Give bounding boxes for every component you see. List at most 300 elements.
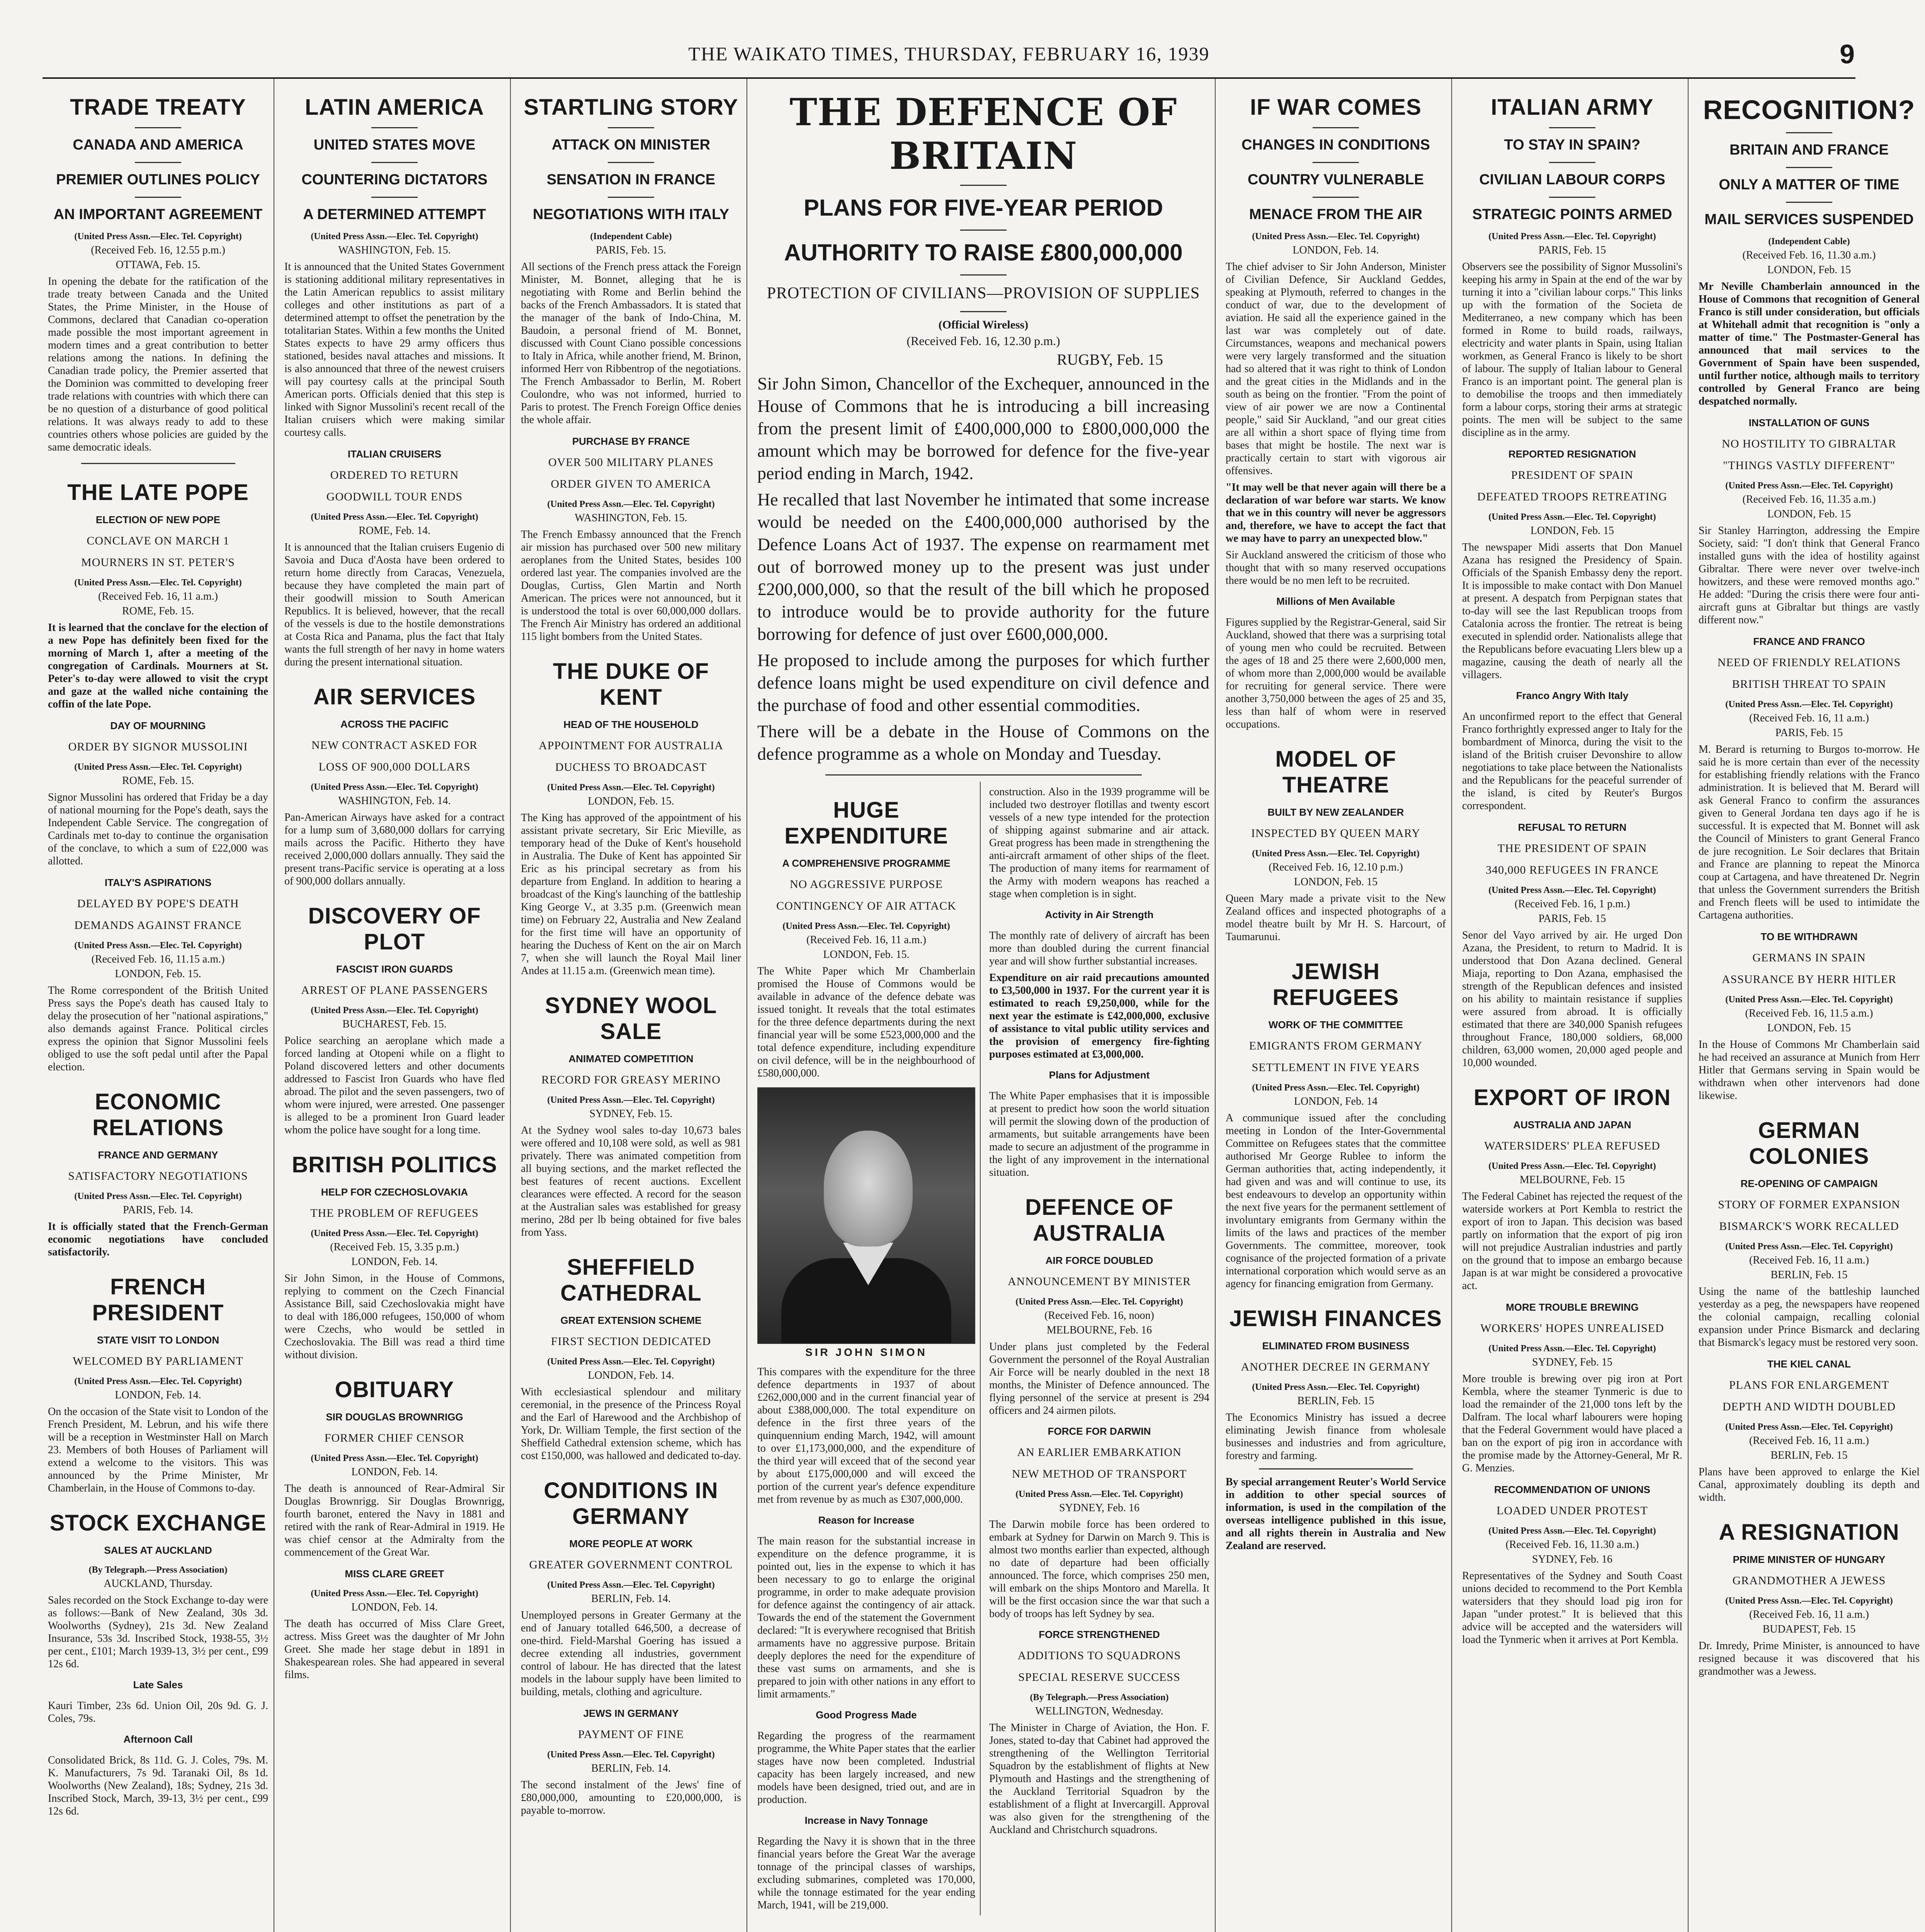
story-to-be-withdrawn <box>1699 931 1920 1102</box>
story-purchase-by-france <box>521 435 741 643</box>
story-body: It is announced that the Italian cruisers Eugenio di Savoia and Duca d'Aosta have been ordered to return home directly from Caracas, Venezuela, because they have completed the main part of their goodwill mission to South American Republics. It is believed, however, that the recall of the vessels is due to the hostile demonstrations at Costa Rica and Panama, plus the fact that Italy wants the full strength of her navy in home waters during the present international situation. <box>284 541 505 668</box>
story-body: Observers see the possibility of Signor Mussolini's keeping his army in Spain at the end of the war by turning it into a "civilian labour corps." This links up with the formation of the Societa de Mediterraneo, a new company which has been formed in Rome to build roads, railways, electricity and water plants in Spain, using Italian workmen, as General Franco is likely to be short of labour. The supply of Italian labour to General Franco is an important point. The general plan is to demobilise the troops and then immediately form a labour corps, storing their arms at strategic points. The men will be subject to the same discipline as in the army. <box>1462 261 1682 439</box>
dateline: BERLIN, Feb. 14. <box>591 1762 671 1774</box>
dateline: ROME, Feb. 14. <box>359 525 430 537</box>
story-body: The second instalment of the Jews' fine of £80,000,000, amounting to £20,000,000, is payable to-morrow. <box>521 1779 741 1816</box>
deck: OVER 500 MILITARY PLANES <box>548 456 714 469</box>
story-body: Unemployed persons in Greater Germany at the end of January totalled 646,500, a decrease of one-third. Field-Marshal Goering has issued a decree extending all industries, government control of labour. He has directed that the latest models in the labour supply have been limited to building, metals, clothing and agriculture. <box>521 1609 741 1698</box>
story-body: Sir John Simon, in the House of Commons, replying to comment on the Czech Financial Assistance Bill, said Czechoslovakia might have to deal with 186,000 refugees, 150,000 of whom were Czechs, who would be settled in Czechoslovakia. The Bill was read a third time without division. <box>284 1272 505 1361</box>
subhead: Activity in Air Strength <box>1045 909 1154 920</box>
deck: THE KIEL CANAL <box>1767 1358 1851 1370</box>
credit: (United Press Assn.—Elec. Tel. Copyright) <box>311 1005 478 1015</box>
deck: NO AGGRESSIVE PURPOSE <box>789 878 943 891</box>
column-1 <box>43 79 274 1932</box>
story-startling-story <box>521 94 741 426</box>
story-body: The chief adviser to Sir John Anderson, Minister of Civilian Defence, Sir Auckland Geddes, speaking at Plymouth, referred to changes in the conduct of war, due to the development of aviation. He said all the experience gained in the last war was completely out of date. Circumstances, weapons and mechanical powers were very largely transformed and the situation had so altered that it was right to think of London and the great cities in the Midlands and in the south as being on the frontier. "From the point of view of air power we are now a Continental people," said Sir Auckland, "and our great cities are all within a short space of flying time from bases that might be hostile. The next war is practically certain to start with vigorous air offensives. <box>1226 261 1446 477</box>
dateline: BERLIN, Feb. 14. <box>591 1593 671 1605</box>
story-a-resignation <box>1699 1519 1920 1678</box>
deck: THE PRESIDENT OF SPAIN <box>1497 842 1647 855</box>
received: (Received Feb. 16, 11 a.m.) <box>98 590 218 602</box>
dateline: BERLIN, Feb. 15 <box>1297 1395 1374 1407</box>
story-body: The monthly rate of delivery of aircraft has been more than doubled during the current financial year and will show further substantial increases. <box>989 930 1209 967</box>
dateline: LONDON, Feb. 14. <box>351 1256 438 1268</box>
story-body: The Rome correspondent of the British United Press says the Pope's death has caused Italy to delay the prosecution of her "national aspirations," also demands against France. Political circles express the opinion that Signor Mussolini feels obliged to use the soft pedal until after the Papal election. <box>48 985 268 1073</box>
headline: EXPORT OF IRON <box>1473 1085 1671 1110</box>
story-body: The French Embassy announced that the French air mission has purchased over 500 new military aeroplanes from the United States, besides 100 ordered last year. The companies involved are the Douglas, Curtiss, Glen Martin and North American. The prices were not announced, but it is understood the total is over 60,000,000 dollars. The French Air Ministry has ordered an additional 115 light bombers from the United States. <box>521 529 741 643</box>
dateline: WELLINGTON, Wednesday. <box>1035 1705 1163 1717</box>
credit: (United Press Assn.—Elec. Tel. Copyright) <box>1488 1161 1656 1171</box>
dateline: PARIS, Feb. 14. <box>123 1204 193 1216</box>
dateline: BERLIN, Feb. 15 <box>1770 1269 1848 1281</box>
received: (Received Feb. 16, 11.30 a.m.) <box>1742 249 1876 261</box>
dateline: SYDNEY, Feb. 15 <box>1532 1356 1612 1368</box>
deck: GRANDMOTHER A JEWESS <box>1732 1574 1886 1587</box>
credit: (United Press Assn.—Elec. Tel. Copyright) <box>311 782 478 792</box>
deck: PRESIDENT OF SPAIN <box>1511 469 1634 481</box>
headline: ECONOMIC RELATIONS <box>92 1089 224 1140</box>
deck: THE PROBLEM OF REFUGEES <box>310 1207 479 1219</box>
story-italian-cruisers <box>284 448 505 668</box>
credit: (United Press Assn.—Elec. Tel. Copyright) <box>311 1588 478 1599</box>
story-body: The Economics Ministry has issued a decree eliminating Jewish finance from wholesale businesses and industries and from agriculture, forestry and farming. <box>1226 1412 1446 1462</box>
deck: GREATER GOVERNMENT CONTROL <box>529 1558 733 1571</box>
story-body: The Federal Cabinet has rejected the request of the waterside workers at Port Kembla to restrict the export of iron to Japan. This decision was based partly on information that the export of pig iron will not prejudice Australian industries and partly on the ground that to impose an embargo because Japan is at war might be considered a provocative act. <box>1462 1190 1682 1292</box>
credit: (United Press Assn.—Elec. Tel. Copyright) <box>1015 1297 1183 1307</box>
deck: DEMANDS AGAINST FRANCE <box>74 919 242 932</box>
deck: ADDITIONS TO SQUADRONS <box>1017 1649 1181 1662</box>
dateline: LONDON, Feb. 15 <box>1767 508 1851 520</box>
deck: STATE VISIT TO LONDON <box>97 1334 219 1346</box>
deck: CHANGES IN CONDITIONS <box>1241 137 1430 153</box>
headline: A RESIGNATION <box>1719 1520 1899 1545</box>
story-body: The newspaper Midi asserts that Don Manuel Azana has resigned the Presidency of Spain. Officials of the Spanish Embassy deny the report. It is impossible to make contact with Don Manuel at present. A despatch from Perpignan states that to-day will see the last Republican troops from Catalonia across the frontier. The retreat is being executed in splendid order. Nationalists allege that the Republicans before evacuating Llers blew up a magazine, causing the death of nearly all the villagers. <box>1462 541 1682 681</box>
received: (Received Feb. 16, 11.35 a.m.) <box>1742 493 1876 505</box>
headline: STOCK EXCHANGE <box>49 1510 267 1536</box>
dateline: LONDON, Feb. 15 <box>1767 264 1851 276</box>
credit: (Independent Cable) <box>590 231 672 242</box>
dateline: BERLIN, Feb. 15 <box>1770 1449 1848 1461</box>
deck: MENACE FROM THE AIR <box>1249 206 1423 223</box>
dateline: WASHINGTON, Feb. 15. <box>575 512 687 524</box>
deck: ORDER BY SIGNOR MUSSOLINI <box>68 740 248 753</box>
deck: SIR DOUGLAS BROWNRIGG <box>326 1411 463 1423</box>
column-5 <box>1220 79 1452 1932</box>
story-stock-exchange <box>48 1510 268 1818</box>
subhead: Plans for Adjustment <box>1049 1069 1150 1081</box>
headline: AIR SERVICES <box>313 684 476 709</box>
dateline: LONDON, Feb. 14. <box>1292 244 1379 256</box>
deck: NO HOSTILITY TO GIBRALTAR <box>1722 437 1896 450</box>
deck: TO STAY IN SPAIN? <box>1504 137 1641 153</box>
credit: (United Press Assn.—Elec. Tel. Copyright) <box>547 782 715 793</box>
story-french-president <box>48 1274 268 1495</box>
deck: WATERSIDERS' PLEA REFUSED <box>1484 1139 1660 1152</box>
story-british-politics <box>284 1152 505 1361</box>
credit: (United Press Assn.—Elec. Tel. Copyright) <box>1252 231 1420 242</box>
dateline: LONDON, Feb. 14. <box>588 1369 674 1381</box>
deck: FRANCE AND GERMANY <box>98 1149 218 1161</box>
deck: MISS CLARE GREET <box>345 1568 444 1580</box>
credit: (Official Wireless) <box>938 318 1029 331</box>
credit: (United Press Assn.—Elec. Tel. Copyright) <box>74 762 242 772</box>
story-body: Regarding the progress of the rearmament programme, the White Paper states that the earlier stages have now been completed. Industrial capacity has been largely increased, and new models have been designed, tried out, and are in production. <box>757 1730 975 1806</box>
deck: GOODWILL TOUR ENDS <box>326 490 463 503</box>
column-3 <box>515 79 747 1932</box>
deck: AN EARLIER EMBARKATION <box>1017 1446 1182 1459</box>
story-body: Under plans just completed by the Federal Government the personnel of the Royal Australian Air Force will be nearly doubled in the next 18 months, the Minister of Defence announced. The flying personnel of the service at present is 294 officers and 24 airmen pilots. <box>989 1341 1209 1417</box>
deck: DUCHESS TO BROADCAST <box>555 761 707 774</box>
story-body: Kauri Timber, 23s 6d. Union Oil, 20s 9d. G. J. Coles, 79s. <box>48 1700 268 1725</box>
headline: LATIN AMERICA <box>304 95 485 120</box>
deck: AN IMPORTANT AGREEMENT <box>53 206 263 223</box>
received: (Received Feb. 16, 11 a.m.) <box>1749 1254 1869 1266</box>
story-body: Police searching an aeroplane which made a forced landing at Otopeni while on a flight to Poland discovered letters and other documents addressed to Fascist Iron Guards who have fled abroad. The pilot and the seven passengers, two of whom were injured, were arrested. One passenger is alleged to be a prominent Iron Guard leader whom the police have sought for a long time. <box>284 1035 505 1136</box>
deck: NEW METHOD OF TRANSPORT <box>1012 1468 1187 1480</box>
headline: ITALIAN ARMY <box>1491 95 1654 120</box>
credit: (United Press Assn.—Elec. Tel. Copyright) <box>74 1191 242 1201</box>
story-body: The Minister in Charge of Aviation, the Hon. F. Jones, stated to-day that Cabinet had approved the strengthening of the Wellington Territorial Squadron by the establishment of flights at New Plymouth and Hastings and the strengthening of the Auckland Territorial Squadron by the establishment of a flight at Invercargill. Approval was also given for the strengthening of the Auckland and Christchurch squadrons. <box>989 1722 1209 1836</box>
story-body: In the House of Commons Mr Chamberlain said he had received an assurance at Munich from Herr Hitler that Germans serving in Spain would be withdrawn when other intervenors had done likewise. <box>1699 1039 1920 1102</box>
deck: ONLY A MATTER OF TIME <box>1719 177 1899 193</box>
deck: ITALIAN CRUISERS <box>347 448 442 460</box>
dateline: LONDON, Feb. 14. <box>351 1601 438 1613</box>
dateline: PARIS, Feb. 15. <box>596 244 666 256</box>
story-body: Senor del Vayo arrived by air. He urged Don Azana, the President, to return to Madrid. It is understood that Don Azana declined. General Miaja, reporting to Don Azana, emphasised the strength of the Republican defences and insisted on his ability to maintain resistance if supplies were assured from abroad. It is officially estimated that there are 340,000 Spanish refugees throughout France, 180,000 soldiers, 68,000 children, 63,000 women, 20,000 aged people and 10,000 wounded. <box>1462 929 1682 1069</box>
headline: MODEL OF THEATRE <box>1275 747 1396 798</box>
received: (Received Feb. 16, 11 a.m.) <box>1749 1609 1869 1621</box>
credit: (By Telegraph.—Press Association) <box>88 1565 228 1575</box>
dateline: LONDON, Feb. 15. <box>115 968 201 980</box>
deck: NEGOTIATIONS WITH ITALY <box>532 206 730 223</box>
deck: REFUSAL TO RETURN <box>1518 821 1627 833</box>
headline: FRENCH PRESIDENT <box>92 1274 224 1325</box>
dateline: ROME, Feb. 15. <box>122 605 194 617</box>
deck: RE-OPENING OF CAMPAIGN <box>1740 1178 1878 1189</box>
deck: WORKERS' HOPES UNREALISED <box>1480 1322 1664 1335</box>
story-body: Representatives of the Sydney and South Coast unions decided to recommend to the Port Kembla watersiders that they should load pig iron for Japan "under protest." It is believed that this advice will be accepted and the watersiders will load the Tynmeric when it arrives at Port Kembla. <box>1462 1570 1682 1646</box>
credit: (United Press Assn.—Elec. Tel. Copyright) <box>311 1453 478 1463</box>
deck: SPECIAL RESERVE SUCCESS <box>1018 1671 1180 1684</box>
deck: DELAYED BY POPE'S DEATH <box>77 897 239 910</box>
deck: MAIL SERVICES SUSPENDED <box>1704 211 1914 228</box>
story-jewish-finances <box>1226 1306 1446 1552</box>
story-body: It is announced that the United States Government is stationing additional military representatives in the Latin American republics to assist military colleges and other institutions as part of a determined attempt to offset the penetration by the totalitarian States. Within a few months the United States expects to have 29 army officers thus stationed, besides naval attaches and missions. It is also announced that three of the newest cruisers will pay courtesy calls at the principal South American ports. Officials denied that this step is linked with Signor Mussolini's recent recall of the Italian cruisers which were making similar courtesy calls. <box>284 261 505 439</box>
subhead: Franco Angry With Italy <box>1516 690 1629 701</box>
story-model-of-theatre <box>1226 746 1446 943</box>
story-body: It is learned that the conclave for the election of a new Pope has definitely been fixed for the morning of March 1, after a meeting of the congregation of Cardinals. Mourners at St. Peter's to-day were allowed to visit the crypt and gaze at the walled niche containing the coffin of the late Pope. <box>48 622 268 710</box>
credit: (By Telegraph.—Press Association) <box>1030 1692 1169 1702</box>
dateline: PARIS, Feb. 15 <box>1775 727 1843 739</box>
deck: "THINGS VASTLY DIFFERENT" <box>1723 459 1895 472</box>
dateline: LONDON, Feb. 15. <box>588 795 674 807</box>
deck: REPORTED RESIGNATION <box>1508 448 1636 460</box>
dateline: LONDON, Feb. 15 <box>1530 525 1614 537</box>
dateline: LONDON, Feb. 14. <box>115 1389 201 1401</box>
deck: 340,000 REFUGEES IN FRANCE <box>1486 864 1659 876</box>
dateline: MELBOURNE, Feb. 16 <box>1046 1324 1152 1336</box>
received: (Received Feb. 16, 1 p.m.) <box>1514 898 1630 910</box>
deck: AIR FORCE DOUBLED <box>1045 1255 1153 1266</box>
headline: OBITUARY <box>335 1377 454 1402</box>
deck: WELCOMED BY PARLIAMENT <box>73 1355 243 1367</box>
deck: SALES AT AUCKLAND <box>104 1544 212 1556</box>
deck: DAY OF MOURNING <box>110 720 206 731</box>
deck: FASCIST IRON GUARDS <box>336 963 453 975</box>
received: (Received Feb. 16, 11.5 a.m.) <box>1745 1007 1873 1019</box>
dateline: SYDNEY, Feb. 16 <box>1532 1553 1612 1565</box>
credit: (United Press Assn.—Elec. Tel. Copyright) <box>1725 481 1893 491</box>
deck: AUTHORITY TO RAISE £800,000,000 <box>784 240 1183 265</box>
story-refusal-to-return <box>1462 821 1682 1069</box>
deck: CANADA AND AMERICA <box>73 137 243 153</box>
story-body: "It may well be that never again will there be a declaration of war before war starts. We know that we in this country will never be aggressors and, therefore, we have to accept the fact that we may have to parry an unexpected blow." <box>1226 481 1446 544</box>
story-if-war-comes <box>1226 94 1446 731</box>
headline: IF WAR COMES <box>1250 95 1422 120</box>
dateline: LONDON, Feb. 15. <box>823 949 910 961</box>
subhead: Afternoon Call <box>123 1733 193 1745</box>
deck: ACROSS THE PACIFIC <box>340 718 449 730</box>
story-body: Sir Stanley Harrington, addressing the Empire Society, said: "I don't think that General Franco installed guns with the idea of hostility against Gibraltar. There were never over twelve-inch howitzers, and these were removed months ago." He added: "During the crisis there were four anti-aircraft guns at Gibraltar but things are vastly different now." <box>1699 525 1920 626</box>
headline: JEWISH REFUGEES <box>1272 959 1399 1010</box>
story-jews-in-germany <box>521 1708 741 1817</box>
center-right <box>989 782 1209 1915</box>
lead-paragraph: He proposed to include among the purposes for which further defence loans might be used expenditure on civil defence and the purchase of food and other essential commodities. <box>757 650 1209 715</box>
story-body: At the Sydney wool sales to-day 10,673 bales were offered and 10,108 were sold, as well as 981 privately. There was animated competition from all buying sections, and the market reflected the best features of recent auctions. Excellent clearances were effected. A record for the season at the Australian sales was established for greasy merino, 28d per lb being obtained for five bales from Yass. <box>521 1124 741 1238</box>
story-body: The death has occurred of Miss Clare Greet, actress. Miss Greet was the daughter of Mr John Greet. She made her stage debut in 1891 in Shakespearean roles. She had appeared in several films. <box>284 1618 505 1681</box>
story-body: The White Paper which Mr Chamberlain promised the House of Commons would be available in advance of the defence debate was issued tonight. It reveals that the total estimates for the three defence departments during the next financial year will be some £523,000,000 and the total defence expenditure, including expenditure on civil defence, will be in the neighbourhood of £580,000,000. <box>757 965 975 1079</box>
subhead: Millions of Men Available <box>1276 595 1395 607</box>
lead-headline: THE DEFENCE OF BRITAIN <box>789 90 1177 178</box>
story-body: With ecclesiastical splendour and military ceremonial, in the presence of the Princess Royal and the Earl of Harewood and the Archbishop of York, Dr. William Temple, the first section of the Sheffield Cathedral extension scheme, which has cost £150,000, was hallowed and dedicated to-day. <box>521 1386 741 1462</box>
deck: ANIMATED COMPETITION <box>568 1053 694 1065</box>
headline: DISCOVERY OF PLOT <box>308 903 481 954</box>
masthead <box>43 39 1855 73</box>
story-body: Sales recorded on the Stock Exchange to-day were as follows:—Bank of New Zealand, 30s 3d. Woolworths (Sydney), 21s 3d. New Zealand Insurance, 53s 3d. Inscribed Stock, 1938-55, 3½ per cent., £101; March 1939-13, 3½ per cent., £99 12s 6d. <box>48 1594 268 1670</box>
story-body: The King has approved of the appointment of his assistant private secretary, Sir Eric Mieville, as temporary head of the Duke of Kent's household in Australia. The Duke of Kent has appointed Sir Eric as his principal secretary as from his departure from England. In addition to hearing a broadcast of the King's launching of the battleship King George V., at 3.35 p.m. (Greenwich mean time) on February 22, Australia and New Zealand for the first time will have an opportunity of hearing the Duchess of Kent on the air on March 7, when she will launch the Royal Mail liner Andes at 11.15 a.m. (Greenwich mean time). <box>521 812 741 977</box>
credit: (United Press Assn.—Elec. Tel. Copyright) <box>1725 1422 1893 1432</box>
story-body: Mr Neville Chamberlain announced in the House of Commons that recognition of General Franco is still under consideration, but officials at Whitehall admit that recognition is "only a matter of time." The Postmaster-General has announced that mail services to the Government of Spain have been suspended, until further notice, although mails to territory controlled by General Franco are being despatched normally. <box>1699 281 1920 407</box>
story-body: The death is announced of Rear-Admiral Sir Douglas Brownrigg. Sir Douglas Brownrigg, fourth baronet, entered the Navy in 1881 and retired with the rank of Rear-Admiral in 1919. He was chief censor at the Admiralty from the commencement of the Great War. <box>284 1483 505 1558</box>
deck: A DETERMINED ATTEMPT <box>303 206 486 223</box>
story-reported-resignation <box>1462 448 1682 812</box>
story-export-of-iron <box>1462 1085 1682 1292</box>
dateline: BUCHAREST, Feb. 15. <box>342 1018 447 1030</box>
story-discovery-of-plot <box>284 903 505 1136</box>
credit: (United Press Assn.—Elec. Tel. Copyright) <box>74 1376 242 1386</box>
deck: ANNOUNCEMENT BY MINISTER <box>1008 1275 1191 1288</box>
story-jewish-refugees <box>1226 959 1446 1290</box>
story-installation-of-guns <box>1699 417 1920 626</box>
deck: SATISFACTORY NEGOTIATIONS <box>68 1170 248 1182</box>
deck: NEW CONTRACT ASKED FOR <box>311 739 478 752</box>
received: (Received Feb. 16, 12.55 p.m.) <box>91 244 225 256</box>
credit: (United Press Assn.—Elec. Tel. Copyright) <box>547 1580 715 1590</box>
story-body: Sir Auckland answered the criticism of those who thought that with so many reserved occupations there would be no men left to be recruited. <box>1226 549 1446 587</box>
story-body: Pan-American Airways have asked for a contract for a lump sum of 3,680,000 dollars for carrying mails across the Pacific. Hitherto they have received 2,000,000 dollars annually. They said the present trans-Pacific service is operating at a loss of 900,000 dollars annually. <box>284 811 505 887</box>
story-duke-of-kent <box>521 658 741 977</box>
story-german-colonies <box>1699 1117 1920 1349</box>
dateline: MELBOURNE, Feb. 15 <box>1519 1174 1625 1186</box>
story-body: Expenditure on air raid precautions amounted to £3,500,000 in 1937. For the current year it is estimated to reach £9,250,000, while for the next year the estimate is £42,000,000, exclusive of assistance to vital public utility services and the provision of emergency fire-fighting purposes estimated at £3,000,000. <box>989 972 1209 1060</box>
dateline: LONDON, Feb. 14 <box>1294 1095 1378 1107</box>
credit: (United Press Assn.—Elec. Tel. Copyright) <box>1725 995 1893 1005</box>
headline: JEWISH FINANCES <box>1229 1306 1442 1331</box>
center-subcolumns <box>757 782 1209 1915</box>
story-economic-relations <box>48 1089 268 1259</box>
photo-caption: SIR JOHN SIMON <box>805 1346 927 1358</box>
subhead: Good Progress Made <box>816 1709 917 1721</box>
deck: AUSTRALIA AND JAPAN <box>1513 1119 1631 1131</box>
deck: GERMANS IN SPAIN <box>1752 951 1866 964</box>
deck: ELECTION OF NEW POPE <box>95 514 221 526</box>
deck: CIVILIAN LABOUR CORPS <box>1479 172 1665 188</box>
received: (Received Feb. 16, 12.30 p.m.) <box>906 334 1060 348</box>
credit: (United Press Assn.—Elec. Tel. Copyright) <box>547 1095 715 1105</box>
deck: FIRST SECTION DEDICATED <box>551 1335 711 1348</box>
dateline: AUCKLAND, Thursday. <box>104 1578 213 1590</box>
deck: ORDER GIVEN TO AMERICA <box>551 478 711 490</box>
deck: PURCHASE BY FRANCE <box>572 435 690 447</box>
story-recognition <box>1699 94 1920 408</box>
dateline: PARIS, Feb. 15 <box>1538 913 1606 925</box>
deck: ELIMINATED FROM BUSINESS <box>1262 1340 1410 1352</box>
lead-paragraph: There will be a debate in the House of Commons on the defence programme as a whole on Monday and Tuesday. <box>757 721 1209 764</box>
received: (Received Feb. 16, 11.30 a.m.) <box>1505 1539 1639 1551</box>
credit: (United Press Assn.—Elec. Tel. Copyright) <box>1488 885 1656 895</box>
deck: PLANS FOR ENLARGEMENT <box>1729 1379 1889 1391</box>
story-obituary <box>284 1377 505 1559</box>
story-body: More trouble is brewing over pig iron at Port Kembla, where the steamer Tynmeric is due to load the remainder of the 21,000 tons left by the Dalfram. The local wharf labourers were hoping that the Federal Government would have placed a ban on the export of pig iron in accordance with the promise made by the Attorney-General, Mr R. G. Menzies. <box>1462 1373 1682 1474</box>
headline: STARTLING STORY <box>524 95 738 120</box>
credit: (United Press Assn.—Elec. Tel. Copyright) <box>74 231 242 242</box>
story-body: Queen Mary made a private visit to the New Zealand offices and inspected photographs of a model theatre built by Mr H. S. Harcourt, of Taumarunui. <box>1226 893 1446 943</box>
story-body: construction. Also in the 1939 programme will be included two destroyer flotillas and twenty escort vessels of a new type intended for the protection of shipping against submarine and air attack. Great progress has been made in strengthening the anti-aircraft armament of other ships of the fleet. The production of many items for rearmament of the Army with modern weapons has reached a stage when completion is in sight. <box>989 786 1209 900</box>
headline: TRADE TREATY <box>70 95 246 120</box>
deck: PAYMENT OF FINE <box>578 1728 684 1741</box>
deck: DEFEATED TROOPS RETREATING <box>1477 490 1668 503</box>
deck: RECOMMENDATION OF UNIONS <box>1494 1484 1650 1495</box>
deck: LOSS OF 900,000 DOLLARS <box>318 760 471 773</box>
headline: THE LATE POPE <box>67 480 249 505</box>
received: (Received Feb. 16, 11 a.m.) <box>1749 1435 1869 1447</box>
deck: HELP FOR CZECHOSLOVAKIA <box>321 1186 468 1198</box>
dateline: LONDON, Feb. 15 <box>1767 1022 1851 1034</box>
columns <box>43 77 1920 1932</box>
deck: MOURNERS IN ST. PETER'S <box>81 556 235 569</box>
lead-paragraph: Sir John Simon, Chancellor of the Exchequer, announced in the House of Commons that he is introducing a bill increasing from the present limit of £400,000,000 to £800,000,000 the amount which may be borrowed for defence for the five-year period ending in March, 1942. <box>757 374 1209 483</box>
deck: BUILT BY NEW ZEALANDER <box>1267 806 1404 818</box>
story-recommendation-of-unions <box>1462 1484 1682 1646</box>
deck: MORE PEOPLE AT WORK <box>569 1538 693 1549</box>
credit: (United Press Assn.—Elec. Tel. Copyright) <box>547 1750 715 1760</box>
story-body: It is officially stated that the French-German economic negotiations have concluded satisfactorily. <box>48 1221 268 1258</box>
dateline: RUGBY, Feb. 15 <box>1057 351 1163 368</box>
dateline: LONDON, Feb. 14. <box>351 1466 438 1478</box>
story-air-services <box>284 684 505 888</box>
deck: ORDERED TO RETURN <box>330 469 459 481</box>
page-number: 9 <box>1840 39 1855 69</box>
story-conditions-in-germany <box>521 1478 741 1698</box>
deck: TO BE WITHDRAWN <box>1760 931 1858 942</box>
deck: EMIGRANTS FROM GERMANY <box>1249 1039 1423 1052</box>
deck: PRIME MINISTER OF HUNGARY <box>1733 1554 1886 1565</box>
headline: DEFENCE OF AUSTRALIA <box>1025 1195 1173 1246</box>
story-body: All sections of the French press attack the Foreign Minister, M. Bonnet, alleging that he is negotiating with Rome and Berlin behind the backs of the French Ambassadors. It is stated that the manager of the bank of Indo-China, M. Baudoin, a personal friend of M. Bonnet, discussed with Count Ciano possible concessions to Italy in Africa, while another friend, M. Brinon, informed Herr von Ribbentrop of the negotiations. The French Ambassador to Berlin, M. Robert Coulondre, who was not informed, hurried to Paris to protest. The French Foreign Office denies the whole affair. <box>521 261 741 426</box>
portrait-photo <box>757 1087 975 1344</box>
headline: HUGE EXPENDITURE <box>784 798 948 849</box>
story-kiel-canal <box>1699 1358 1920 1504</box>
story-body: This compares with the expenditure for the three defence departments in 1937 of about £262,000,000 and in the current financial year of about £388,000,000. The total expenditure on defence in the first three years of the quinquennium ending March, 1942, will amount to over £1,173,000,000, and the expenditure of the third year will exceed that of the second year by about £175,000,000 and will exceed the portion of the current year's defence expenditure met from revenue by as much as £307,000,000. <box>757 1366 975 1505</box>
credit: (United Press Assn.—Elec. Tel. Copyright) <box>311 1228 478 1238</box>
deck: ARREST OF PLANE PASSENGERS <box>301 984 488 997</box>
story-sheffield-cathedral <box>521 1254 741 1462</box>
deck: PLANS FOR FIVE-YEAR PERIOD <box>803 195 1163 221</box>
credit: (United Press Assn.—Elec. Tel. Copyright) <box>782 921 950 931</box>
headline: GERMAN COLONIES <box>1749 1118 1869 1169</box>
headline: SHEFFIELD CATHEDRAL <box>560 1255 702 1306</box>
column-7 <box>1693 79 1925 1932</box>
deck: NEED OF FRIENDLY RELATIONS <box>1717 656 1901 669</box>
story-body: Signor Mussolini has ordered that Friday be a day of national mourning for the Pope's death, says the Independent Cable Service. The congregation of Cardinals met to-day to continue the organisation of the conclave, to which a sum of £22,000 was allotted. <box>48 791 268 867</box>
credit: (United Press Assn.—Elec. Tel. Copyright) <box>1488 231 1656 242</box>
deck: INSPECTED BY QUEEN MARY <box>1251 827 1420 840</box>
headline: SYDNEY WOOL SALE <box>545 993 717 1044</box>
deck: STRATEGIC POINTS ARMED <box>1472 206 1672 223</box>
headline: THE DUKE OF KENT <box>553 659 709 710</box>
credit: (United Press Assn.—Elec. Tel. Copyright) <box>1725 699 1893 709</box>
column-6 <box>1457 79 1689 1932</box>
story-body: In opening the debate for the ratification of the trade treaty between Canada and the United States, the Prime Minister, in the House of Commons, declared that Canadian co-operation made possible the most important agreement in modern times and a great contribution to better relations among the nations. In defining the Canadian trade policy, the Premier asserted that the Dominion was committed to developing freer trade relations with countries with which there can be no question of a disturbance of good political relations. It was always ready to add to these countries others whose policies are guided by the same democratic ideals. <box>48 276 268 453</box>
received: (Received Feb. 15, 3.35 p.m.) <box>330 1241 459 1253</box>
deck: BRITISH THREAT TO SPAIN <box>1732 678 1886 690</box>
deck: COUNTRY VULNERABLE <box>1247 172 1424 188</box>
story-body: The White Paper emphasises that it is impossible at present to predict how soon the world situation will permit the slowing down of the production of armaments, but suitable arrangements have been made to secure an adjustment of the programme in the light of any improvement in the international situation. <box>989 1090 1209 1179</box>
deck: A COMPREHENSIVE PROGRAMME <box>782 857 951 869</box>
deck: DEPTH AND WIDTH DOUBLED <box>1722 1400 1896 1413</box>
story-body: Figures supplied by the Registrar-General, said Sir Auckland, showed that there was a surprising total of young men who could be recruited. Between the ages of 18 and 25 there were 2,600,000 men, of whom more than 2,000,000 would be available for recruiting for general service. There were another 3,750,000 between the ages of 25 and 35, less than half of whom were in reserved occupations. <box>1226 616 1446 730</box>
deck: FORMER CHIEF CENSOR <box>324 1432 465 1444</box>
story-body: A communique issued after the concluding meeting in London of the Inter-Governmental Committee on Refugees states that the committee authorised Mr George Rublee to inform the German authorities that, acting independently, it had given and was and will continue to use, its best endeavours to develop an opportunity within the next five years for the permanent settlement of involuntary emigrants from Germany within the limits of the laws and practices of the member Governments. The committee, moreover, took cognisance of the projected formation of a private international corporation which would serve as an agency for financing emigration from Germany. <box>1226 1112 1446 1290</box>
credit: (United Press Assn.—Elec. Tel. Copyright) <box>1725 1242 1893 1252</box>
deck: UNITED STATES MOVE <box>313 137 476 153</box>
story-body: The Darwin mobile force has been ordered to embark at Sydney for Darwin on March 9. This is almost two months earlier than expected, although no date of departure had been officially announced. The force, which comprises 250 men, will embark on the ships Montoro and Marella. It will be the first occasion since the war that such a body of troops has left Sydney by sea. <box>989 1519 1209 1620</box>
story-late-pope <box>48 480 268 711</box>
received: (Received Feb. 16, noon) <box>1044 1310 1154 1321</box>
deck: CONCLAVE ON MARCH 1 <box>87 534 230 547</box>
story-body: Consolidated Brick, 8s 11d. G. J. Coles, 79s. M. K. Manufacturers, 7s 9d. Taranaki Oil, 8s 1d. Woolworths (New Zealand), 18s; Sydney, 21s 3d. Inscribed Stock, March, 39-13, 3½ per cent., £99 12s 6d. <box>48 1754 268 1817</box>
dateline: OTTAWA, Feb. 15. <box>116 259 201 271</box>
masthead-title: THE WAIKATO TIMES, THURSDAY, FEBRUARY 16, 1939 <box>688 43 1210 65</box>
credit: (United Press Assn.—Elec. Tel. Copyright) <box>1015 1489 1183 1499</box>
received: (Received Feb. 16, 11 a.m.) <box>1749 712 1869 724</box>
credit: (Independent Cable) <box>1768 236 1850 247</box>
credit: (United Press Assn.—Elec. Tel. Copyright) <box>1725 1596 1893 1606</box>
dateline: LONDON, Feb. 15 <box>1294 876 1378 888</box>
dateline: SYDNEY, Feb. 16 <box>1059 1502 1139 1514</box>
lead-paragraph: He recalled that last November he intimated that some increase would be needed on the £400,000,000 authorised by the Defence Loans Act of 1937. The expense on rearmament met out of borrowed money up to the present was just under £200,000,000, so that the result of the bill which he proposed to introduce would be to provide authority for the future borrowing for defence of just over £600,000,000. <box>757 490 1209 644</box>
deck: PROTECTION OF CIVILIANS—PROVISION OF SUPPLIES <box>767 284 1200 302</box>
dateline: ROME, Feb. 15. <box>122 775 194 787</box>
deck: COUNTERING DICTATORS <box>301 172 488 188</box>
credit: (United Press Assn.—Elec. Tel. Copyright) <box>1252 1083 1420 1093</box>
center-left <box>757 782 981 1915</box>
received: (Received Feb. 16, 12.10 p.m.) <box>1269 861 1403 873</box>
story-italian-army <box>1462 94 1682 439</box>
deck: MORE TROUBLE BREWING <box>1506 1301 1639 1313</box>
deck: SENSATION IN FRANCE <box>546 172 716 188</box>
deck: ANOTHER DECREE IN GERMANY <box>1241 1361 1431 1373</box>
deck: ASSURANCE BY HERR HITLER <box>1721 973 1897 986</box>
